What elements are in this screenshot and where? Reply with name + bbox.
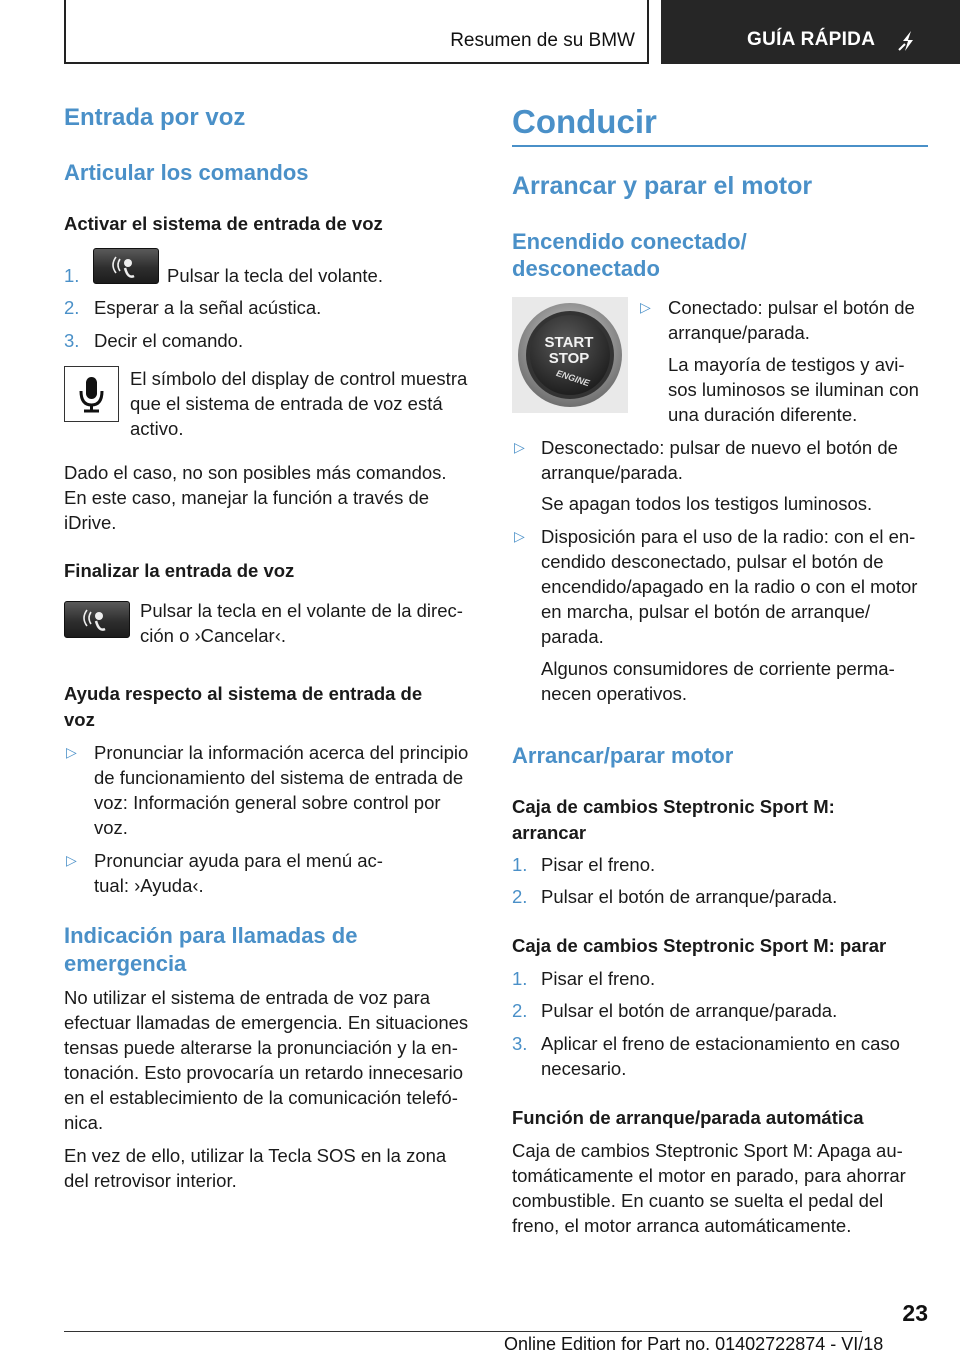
arrancar-title-line: arrancar (512, 822, 587, 843)
bullet-triangle: ▷ (514, 439, 525, 455)
engine-label: ENGINE (554, 368, 591, 389)
paragraph-line: iDrive. (64, 512, 117, 533)
step-text: Pulsar el botón de arranque/parada. (541, 886, 838, 907)
ayuda-item-line: de funcionamiento del sistema de entrada de (94, 767, 464, 788)
heading-articular-comandos: Articular los comandos (64, 160, 309, 185)
radio-line: en marcha, pulsar el botón de arranque/ (541, 601, 871, 622)
step-text-continued: necesario. (541, 1058, 627, 1079)
conectado-note-line: sos luminosos se iluminan con (668, 379, 919, 400)
heading-entrada-por-voz: Entrada por voz (64, 104, 246, 131)
ayuda-item-line: Pronunciar ayuda para el menú ac‐ (94, 850, 383, 871)
ayuda-title-line: voz (64, 709, 95, 730)
heading-conducir: Conducir (512, 103, 657, 140)
radio-note-line: Algunos consumidores de corriente perma‐ (541, 658, 895, 679)
step-number: 1. (512, 854, 528, 875)
paragraph-line: nica. (64, 1112, 104, 1133)
step-text: Decir el comando. (94, 330, 244, 351)
footer-rule (64, 1331, 862, 1332)
paragraph-line: tonación. Esto provocaría un retardo innecesario (64, 1062, 464, 1083)
conectado-note-line: La mayoría de testigos y avi‐ (668, 354, 905, 375)
paragraph-line: tomáticamente el motor en parado, para ahorrar (512, 1165, 906, 1186)
desconectado-note: Se apagan todos los testigos luminosos. (541, 493, 873, 514)
paragraph-line: En este caso, manejar la función a través de (64, 487, 430, 508)
step-text: Pisar el freno. (541, 968, 656, 989)
header-chapter-tab (661, 0, 960, 64)
step-text: Pisar el freno. (541, 854, 656, 875)
step-number: 3. (64, 330, 80, 351)
voice-button-icon (64, 601, 130, 638)
conectado-line: Conectado: pulsar el botón de (668, 297, 915, 318)
heading-llamadas-line: Indicación para llamadas de (64, 923, 358, 948)
step-text: Pulsar el botón de arranque/parada. (541, 1000, 838, 1021)
header-section-tab (64, 0, 649, 64)
radio-line: Disposición para el uso de la radio: con el en‐ (541, 526, 916, 547)
start-stop-button-icon (512, 297, 628, 413)
heading-llamadas-line: emergencia (64, 951, 187, 976)
ayuda-item-line: voz. (94, 817, 128, 838)
finalizar-line: Pulsar la tecla en el volante de la direc‐ (140, 600, 463, 621)
quick-guide-icon (897, 30, 919, 52)
paragraph-line: freno, el motor arranca automáticamente. (512, 1215, 852, 1236)
step-text: Esperar a la señal acústica. (94, 297, 322, 318)
paragraph-line: en el establecimiento de la comunicación telefó‐ (64, 1087, 458, 1108)
paragraph-line: No utilizar el sistema de entrada de voz para (64, 987, 431, 1008)
mic-note-line: que el sistema de entrada de voz está (130, 393, 443, 414)
ayuda-item-line: tual: ›Ayuda‹. (94, 875, 204, 896)
page-number: 23 (902, 1300, 928, 1326)
heading-rule (512, 145, 928, 147)
heading-encendido-line: desconectado (512, 256, 660, 281)
finalizar-line: ción o ›Cancelar‹. (140, 625, 287, 646)
bullet-triangle: ▷ (514, 528, 525, 544)
radio-note-line: necen operativos. (541, 683, 688, 704)
step-number: 2. (512, 1000, 528, 1021)
paragraph-line: tensas puede alterarse la pronunciación y la en‐ (64, 1037, 458, 1058)
voice-button-icon (93, 248, 159, 284)
conectado-line: arranque/parada. (668, 322, 810, 343)
conectado-note-line: una duración diferente. (668, 404, 858, 425)
mic-note-line: El símbolo del display de control muestra (130, 368, 468, 389)
heading-arrancar-parar-motor: Arrancar y parar el motor (512, 172, 813, 200)
arrancar-title-line: Caja de cambios Steptronic Sport M: (512, 796, 835, 817)
header-chapter-label: GUÍA RÁPIDA (747, 29, 876, 50)
bullet-triangle: ▷ (66, 744, 77, 760)
step-number: 2. (512, 886, 528, 907)
header-section-label: Resumen de su BMW (450, 30, 635, 51)
radio-line: cendido desconectado, pulsar el botón de (541, 551, 884, 572)
auto-title: Función de arranque/parada automática (512, 1107, 864, 1128)
step-text: Pulsar la tecla del volante. (167, 265, 383, 286)
desconectado-line: arranque/parada. (541, 462, 683, 483)
paragraph-line: Caja de cambios Steptronic Sport M: Apaga au‐ (512, 1140, 903, 1161)
radio-line: parada. (541, 626, 604, 647)
finalizar-title: Finalizar la entrada de voz (64, 560, 295, 581)
start-label: START (544, 334, 594, 351)
activar-title: Activar el sistema de entrada de voz (64, 213, 383, 234)
paragraph-line: En vez de ello, utilizar la Tecla SOS en la zona (64, 1145, 447, 1166)
step-number: 1. (64, 265, 80, 286)
ayuda-item-line: Pronunciar la información acerca del principio (94, 742, 469, 763)
step-number: 2. (64, 297, 80, 318)
paragraph-line: del retrovisor interior. (64, 1170, 237, 1191)
step-number: 1. (512, 968, 528, 989)
bullet-triangle: ▷ (66, 852, 77, 868)
desconectado-line: Desconectado: pulsar de nuevo el botón de (541, 437, 898, 458)
paragraph-line: Dado el caso, no son posibles más comandos. (64, 462, 447, 483)
step-number: 3. (512, 1033, 528, 1054)
ayuda-item-line: voz: Información general sobre control por (94, 792, 441, 813)
paragraph-line: combustible. En cuanto se suelta el pedal del (512, 1190, 884, 1211)
heading-encendido-line: Encendido conectado/ (512, 229, 747, 254)
mic-note-line: activo. (130, 418, 184, 439)
parar-title: Caja de cambios Steptronic Sport M: parar (512, 935, 887, 956)
radio-line: encendido/apagado en la radio o con el motor (541, 576, 918, 597)
microphone-icon (64, 366, 119, 422)
paragraph-line: efectuar llamadas de emergencia. En situaciones (64, 1012, 469, 1033)
stop-label: STOP (548, 350, 590, 367)
heading-arrancar-parar: Arrancar/parar motor (512, 743, 734, 768)
bullet-triangle: ▷ (640, 299, 651, 315)
footer-edition: Online Edition for Part no. 01402722874 - VI/18 (504, 1334, 884, 1354)
ayuda-title-line: Ayuda respecto al sistema de entrada de (64, 683, 423, 704)
step-text: Aplicar el freno de estacionamiento en caso (541, 1033, 900, 1054)
